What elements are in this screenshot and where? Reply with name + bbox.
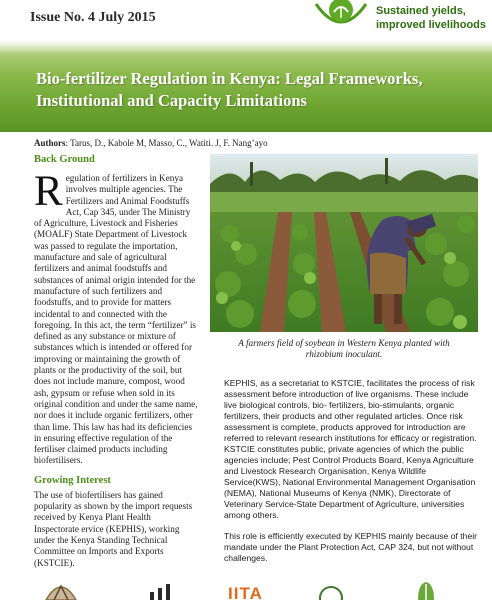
partner-emblem-icon	[318, 580, 344, 600]
tagline-line-1: Sustained yields,	[376, 5, 466, 17]
title-line-1: Bio-fertilizer Regulation in Kenya: Legal Frameworks,	[36, 69, 423, 88]
authors-label: Authors	[34, 138, 66, 148]
issue-label: Issue No. 4 July 2015	[30, 10, 156, 25]
background-heading: Back Ground	[34, 154, 95, 165]
left-column	[34, 154, 198, 569]
iita-logo: IITA	[228, 584, 263, 600]
growing-interest-heading: Growing Interest	[34, 474, 111, 486]
leaf-logo-icon	[412, 580, 440, 600]
right-column	[224, 378, 480, 564]
field-photo	[210, 154, 478, 332]
caption-line-1: A farmers field of soybean in Western Kenya planted with	[238, 338, 450, 348]
partner-logo-icon	[146, 580, 176, 600]
footer-logos	[0, 580, 492, 600]
title-line-2: Institutional and Capacity Limitations	[36, 91, 307, 110]
background-text: egulation of fertilizers in Kenya involves multiple agencies. The Fertilizers and Animal Foodstuffs Act, Cap 345, under The Ministry of Agriculture, Livestock and Fisheries (MOALF) State Department of Livestock was passed to regulate the importation, manufacture and sale of agricultural fertilizers and animal foodstuffs and substances of animal origin intended for the manufacture of such fertilizers and foodstuffs, and to provide for matters incidental to and connected with the foregoing. In this act, the term “fertilizer” is defined as any substance or mixture of substances which is intended or offered for improving or maintaining the growth of plants or the productivity of the soil, but does not include manure, compost, wood ash, gypsum or refuse when sold in its original condition and under the same name, nor does it include organic fertilizers, other than lime. This law has had its deficiencies in ensuring effective regulation of the fertiliser claimed products including biofertilisers.	[34, 173, 198, 466]
growing-interest-text: The use of biofertilisers has gained popularity as shown by the import requests received by Kenya Plant Health Inspectorate ervice (KEPHIS), working under the Kenya Standing Technical Committee on Imports and Exports (KSTCIE).	[34, 489, 193, 568]
background-paragraph	[34, 168, 198, 467]
tagline	[376, 4, 492, 32]
role-paragraph: This role is efficiently executed by KEPHIS mainly because of their mandate under the Plant Protection Act, CAP 324, but not without challenges.	[224, 531, 477, 563]
caption-line-2: rhizobium inoculant.	[305, 349, 383, 359]
soybean-field-image	[210, 154, 478, 332]
tagline-line-2: improved livelihoods	[376, 19, 487, 31]
kephis-paragraph: KEPHIS, as a secretariat to KSTCIE, facilitates the process of risk assessment before introduction of live organisms. These include live biological controls, bio- fertilizers, bio-stimulants, organic fertilizers, their products and other regulated articles. Once risk assessment is complete, products approved for introduction are referred to relevant research institutions for efficacy or registration. KSTCIE constitutes public, private agencies of which the public agencies include; Pest Control Products Board, Kenya Agriculture and Livestock Research Organisation, Kenya Wildlife Service(KWS), National Environmental Management Organisation (NEMA), National Museums of Kenya (NMK), Directorate of Veterinary Service-State Department of Agriculture, universities among others.	[224, 378, 477, 520]
authors-names: : Tarus, D., Kabole M, Masso, C., Watiti. J, F. Nang’ayo	[65, 138, 268, 148]
photo-caption	[210, 338, 478, 360]
page-title	[36, 68, 476, 112]
project-logo-icon	[312, 0, 370, 34]
drop-cap: R	[34, 168, 63, 215]
university-crest-icon	[44, 580, 78, 600]
authors-line	[34, 138, 268, 148]
page-header	[0, 0, 492, 40]
banner-fade	[0, 40, 492, 54]
